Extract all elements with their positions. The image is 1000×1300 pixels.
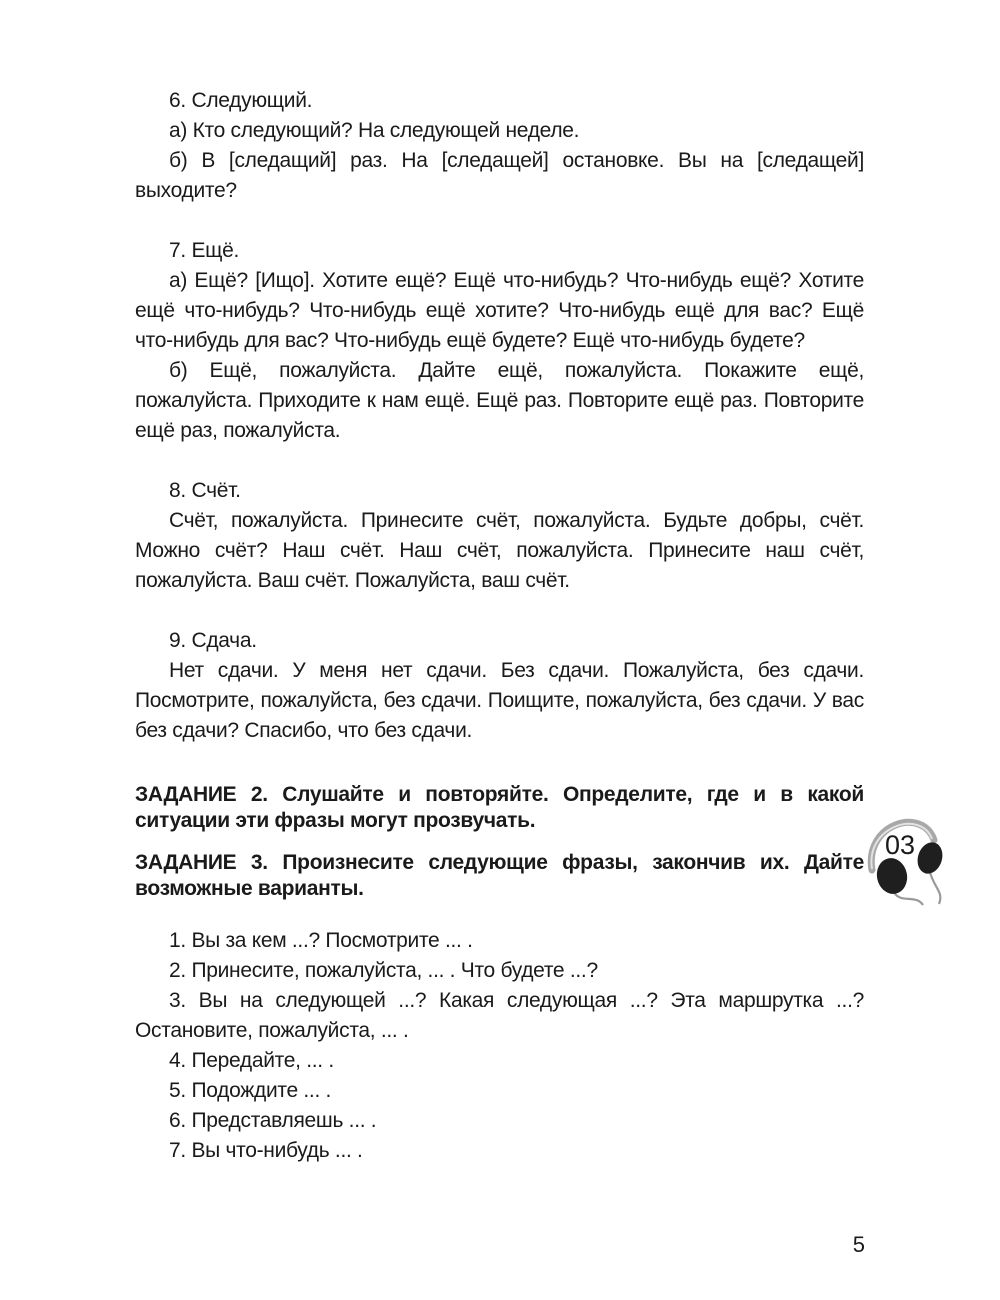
vocab-section-9 [135, 626, 864, 746]
tasks-block [135, 782, 864, 902]
section-paragraph: б) В [следащий] раз. На [следащей] остановке. Вы на [следащей] выходите? [135, 149, 864, 202]
audio-track-number: 03 [885, 830, 916, 860]
task-2 [135, 782, 864, 834]
task-3-text: ЗАДАНИЕ 3. Произнесите следующие фразы, закончив их. Дайте возможные варианты. [135, 851, 864, 900]
task-3 [135, 850, 864, 902]
section-paragraph: Нет сдачи. У меня нет сдачи. Без сдачи. Пожалуйста, без сдачи. Посмотрите, пожалуйста, без сдачи. Поищите, пожалуйста, без сдачи. У вас без сдачи? Спасибо, что без сдачи. [135, 659, 864, 742]
exercise-item: 6. Представляешь ... . [169, 1109, 377, 1132]
section-paragraph: а) Ещё? [Ищо]. Хотите ещё? Ещё что-нибудь? Что-нибудь ещё? Хотите ещё что-нибудь? Что-нибудь ещё хотите? Что-нибудь ещё для вас? Ещё что-нибудь для вас? Что-нибудь ещё будете? Ещё что-нибудь будете? [135, 269, 864, 352]
task-2-text: ЗАДАНИЕ 2. Слушайте и повторяйте. Определите, где и в какой ситуации эти фразы могут прозвучать. [135, 783, 864, 832]
vocab-section-8 [135, 476, 864, 596]
section-title: 8. Счёт. [169, 479, 241, 502]
vocab-section-7 [135, 236, 864, 446]
page-content [135, 86, 864, 1166]
section-paragraph: б) Ещё, пожалуйста. Дайте ещё, пожалуйста. Покажите ещё, пожалуйста. Приходите к нам ещё. Ещё раз. Повторите ещё раз. Повторите ещё раз, пожалуйста. [135, 359, 864, 442]
exercise-item: 5. Подождите ... . [169, 1079, 332, 1102]
exercise-item: 7. Вы что-нибудь ... . [169, 1139, 363, 1162]
exercise-item: 2. Принесите, пожалуйста, ... . Что будете ...? [169, 959, 598, 982]
section-title: 6. Следующий. [169, 89, 313, 112]
exercise-item: 3. Вы на следующей ...? Какая следующая ...? Эта маршрутка ...? Остановите, пожалуйста, ... . [135, 989, 864, 1042]
section-title: 9. Сдача. [169, 629, 257, 652]
headphones-icon [860, 806, 950, 906]
exercise-item: 1. Вы за кем ...? Посмотрите ... . [169, 929, 473, 952]
section-paragraph: Счёт, пожалуйста. Принесите счёт, пожалуйста. Будьте добры, счёт. Можно счёт? Наш счёт. Наш счёт, пожалуйста. Принесите наш счёт, пожалуйста. Ваш счёт. Пожалуйста, ваш счёт. [135, 509, 864, 592]
section-title: 7. Ещё. [169, 239, 240, 262]
section-paragraph: а) Кто следующий? На следующей неделе. [169, 119, 580, 142]
exercise-list [135, 926, 864, 1166]
exercise-item: 4. Передайте, ... . [169, 1049, 334, 1072]
vocab-section-6 [135, 86, 864, 206]
page-number: 5 [852, 1232, 865, 1257]
